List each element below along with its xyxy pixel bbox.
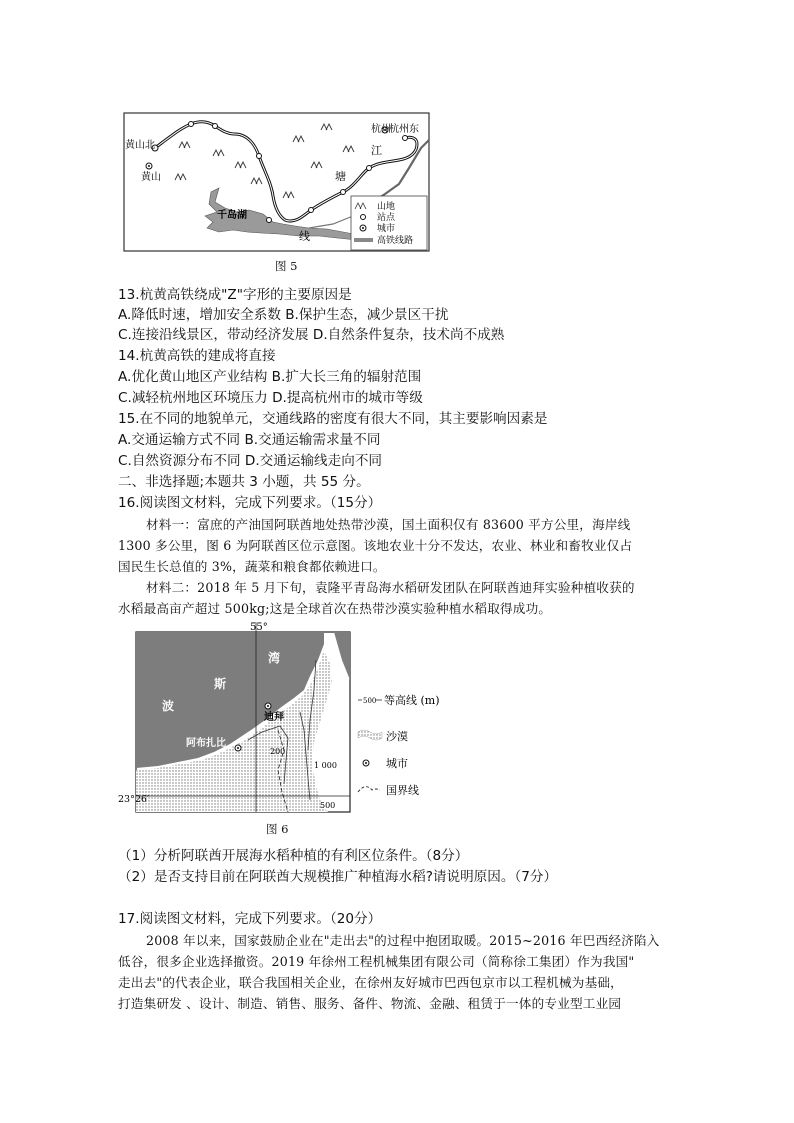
q17-para-line2: 低谷，很多企业选择撤资。2019 年徐州工程机械集团有限公司（简称徐工集团）作为我国" [118,954,635,969]
figure-5-map [123,112,431,252]
q17-stem: 17.阅读图文材料，完成下列要求。（20分） [118,911,382,927]
fig6-legend [358,693,440,797]
q15-options-ab: A.交通运输方式不同 B.交通运输需求量不同 [118,432,381,448]
q15-options-cd: C.自然资源分布不同 D.交通运输线走向不同 [118,453,383,469]
label-wan: 湾 [268,651,281,665]
material2-line1: 材料二：2018 年 5 月下旬，袁隆平青岛海水稻研发团队在阿联酋迪拜实验种植收获的 [146,580,635,595]
q13-options-cd: C.连接沿线景区，带动经济发展 D.自然条件复杂，技术尚不成熟 [118,327,505,343]
legend-border-icon [358,787,380,792]
material2-line2: 水稻最高亩产超过 500kg;这是全球首次在热带沙漠实验种植水稻取得成功。 [118,601,552,616]
label-contour-500: 500 [320,801,336,810]
q15-stem: 15.在不同的地貌单元，交通线路的密度有很大不同，其主要影响因素是 [118,411,548,427]
legend-contour-value: 500 [363,697,377,705]
material1-line1: 材料一：富庶的产油国阿联酋地处热带沙漠，国土面积仅有 83600 平方公里，海岸线 [146,517,631,532]
q16-sub2: （2）是否支持目前在阿联酋大规模推广种植海水稻?请说明原因。（7分） [118,869,558,885]
label-abudhabi: 阿布扎比 [186,738,226,749]
label-bo: 波 [162,699,175,713]
figure-6-caption: 图 6 [266,822,289,836]
label-jiang: 江 [371,144,382,157]
label-hangzhou-east: 杭州东 [389,124,419,135]
legend-railway: 高铁线路 [377,236,414,246]
label-tang: 塘 [335,170,346,183]
label-contour-1000: 1 000 [314,761,337,770]
legend-station-icon [361,215,366,220]
legend-desert: 沙漠 [386,730,408,743]
q14-stem: 14.杭黄高铁的建成将直接 [118,348,276,364]
q13-options-ab: A.降低时速，增加安全系数 B.保护生态，减少景区干扰 [118,307,449,323]
fig5-legend [351,196,427,250]
label-lon: 55° [250,622,268,633]
legend-city: 城市 [377,224,396,234]
q16-sub1: （1）分析阿联酋开展海水稻种植的有利区位条件。（8分） [118,848,469,864]
legend-station: 站点 [377,213,396,223]
label-dubai: 迪拜 [264,712,284,723]
figure-6-map [118,620,448,820]
label-hangzhou: 杭州 [371,124,391,135]
q17-para-line3: 走出去"的代表企业，联合我国相关企业，在徐州友好城市巴西包京市以工程机械为基础， [118,975,623,990]
section-2-heading: 二、非选择题;本题共 3 小题，共 55 分。 [118,474,370,490]
q14-options-ab: A.优化黄山地区产业结构 B.扩大长三角的辐射范围 [118,369,422,385]
material1-line2: 1300 多公里，图 6 为阿联酋区位示意图。该地农业十分不发达，农业、林业和畜牧业仅占 [118,538,633,553]
label-xian: 线 [299,230,310,243]
legend-mountain: 山地 [377,202,396,212]
q17-para-line4: 打造集研发 、设计、制造、销售、服务、备件、物流、金融、租赁于一体的专业型工业园 [118,996,622,1011]
legend-contour: 等高线 (m) [384,694,440,707]
q17-para-line1: 2008 年以来，国家鼓励企业在"走出去"的过程中抱团取暖。2015~2016 年巴西经济陷入 [146,933,660,948]
label-si: 斯 [214,677,227,691]
q14-options-cd: C.减轻杭州地区环境压力 D.提高杭州市的城市等级 [118,390,423,406]
label-lat: 23°26′ [118,794,150,805]
material1-line3: 国民生长总值的 3%，蔬菜和粮食都依赖进口。 [118,559,386,574]
q16-stem: 16.阅读图文材料，完成下列要求。（15分） [118,495,382,511]
figure-5-caption: 图 5 [275,259,298,273]
legend-border: 国界线 [386,784,419,797]
label-qiandao-lake: 千岛湖 [217,210,247,221]
q13-stem: 13.杭黄高铁绕成"Z"字形的主要原因是 [118,287,352,303]
label-huangshan: 黄山 [141,172,161,183]
legend-desert-icon [358,730,382,740]
label-huangshan-north: 黄山北 [125,140,155,151]
label-contour-200: 200 [270,747,286,756]
legend-city: 城市 [386,757,408,770]
